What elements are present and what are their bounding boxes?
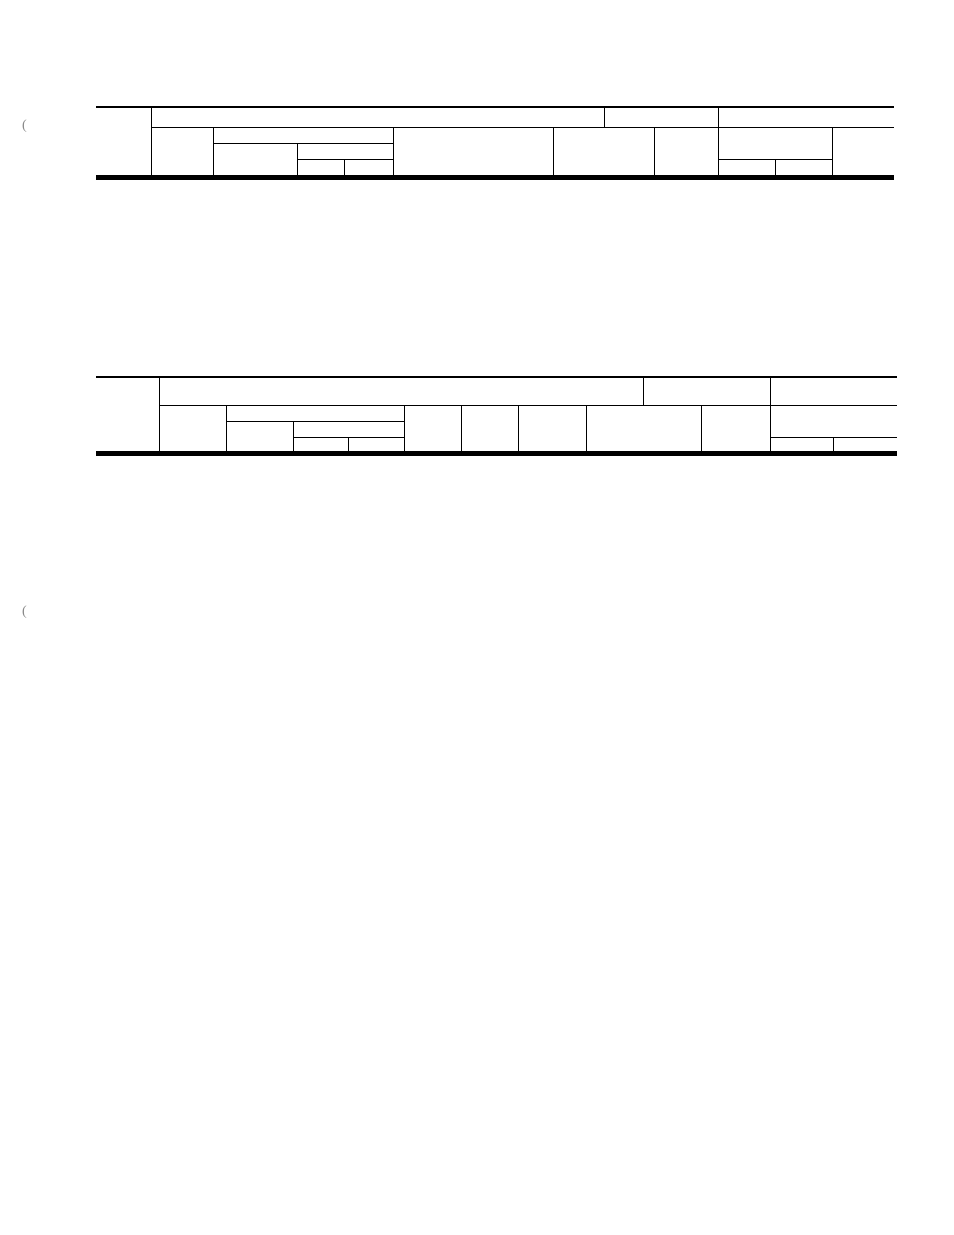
header-unit-38ae [96, 405, 159, 451]
header-mca [393, 127, 439, 175]
max-cell [348, 453, 404, 455]
header-rla [586, 405, 643, 451]
unit-size-cell [96, 177, 151, 179]
header-volts [226, 405, 404, 421]
header-supplied [293, 421, 404, 437]
header-mocp [518, 405, 586, 451]
rla-cell [553, 177, 604, 179]
header-unit [151, 107, 604, 127]
icf-cell [439, 177, 497, 179]
header-model [159, 405, 226, 451]
startup-column [98, 694, 471, 704]
header-fan-motors [770, 377, 897, 405]
header-compr [604, 107, 718, 127]
fla2-cell [775, 177, 832, 179]
fla1-cell [770, 453, 833, 455]
fla2-cell [833, 453, 897, 455]
header-blank [96, 107, 151, 127]
header-lra [604, 127, 654, 175]
rla-cell [586, 453, 643, 455]
max-cell [344, 177, 393, 179]
mca-cell [393, 177, 439, 179]
header-fan-1 [770, 437, 833, 451]
header-fla [718, 127, 832, 159]
models-cell [159, 453, 226, 455]
header-fan-motors [718, 107, 894, 127]
table-row [96, 453, 897, 455]
header-fan-2 [833, 437, 897, 451]
header-kw [832, 127, 894, 175]
header-max [344, 159, 393, 175]
header-nameplate [213, 143, 297, 175]
nameplate-cell [213, 177, 297, 179]
header-mca [404, 405, 461, 451]
header-model [151, 127, 213, 175]
header-fla [770, 405, 897, 437]
margin-mark: ( [22, 118, 27, 133]
header-volts [213, 127, 393, 143]
header-compr [643, 377, 770, 405]
header-lra [643, 405, 701, 451]
table-row [96, 177, 894, 179]
header-supplied [297, 143, 393, 159]
header-unit [159, 377, 643, 405]
lra-cell [604, 177, 654, 179]
electrical-table-50hz [96, 376, 897, 456]
header-min [293, 437, 348, 451]
models-cell [151, 177, 213, 179]
header-min [297, 159, 344, 175]
header-max [348, 437, 404, 451]
total-fans-cell [654, 177, 718, 179]
header-fan-2 [775, 159, 832, 175]
mocp-cell [518, 453, 586, 455]
header-icf [461, 405, 518, 451]
before-starting-column [526, 694, 898, 697]
icf-cell [461, 453, 518, 455]
fla1-cell [718, 177, 775, 179]
min-cell [293, 453, 348, 455]
margin-mark: ( [22, 604, 27, 619]
mocp-cell [497, 177, 553, 179]
electrical-table-60hz [96, 106, 894, 180]
kw-cell [832, 177, 894, 179]
unit-size-cell [96, 453, 159, 455]
header-mocp [497, 127, 553, 175]
header-unit-38ae [96, 127, 151, 175]
total-fans-cell [701, 453, 770, 455]
nameplate-cell [226, 453, 293, 455]
mca-cell [404, 453, 461, 455]
header-total-fans [654, 127, 718, 175]
lra-cell [643, 453, 701, 455]
header-icf [439, 127, 497, 175]
header-blank [96, 377, 159, 405]
header-total-fans [701, 405, 770, 451]
min-cell [297, 177, 344, 179]
header-fan-1 [718, 159, 775, 175]
header-rla [553, 127, 604, 175]
header-nameplate [226, 421, 293, 451]
